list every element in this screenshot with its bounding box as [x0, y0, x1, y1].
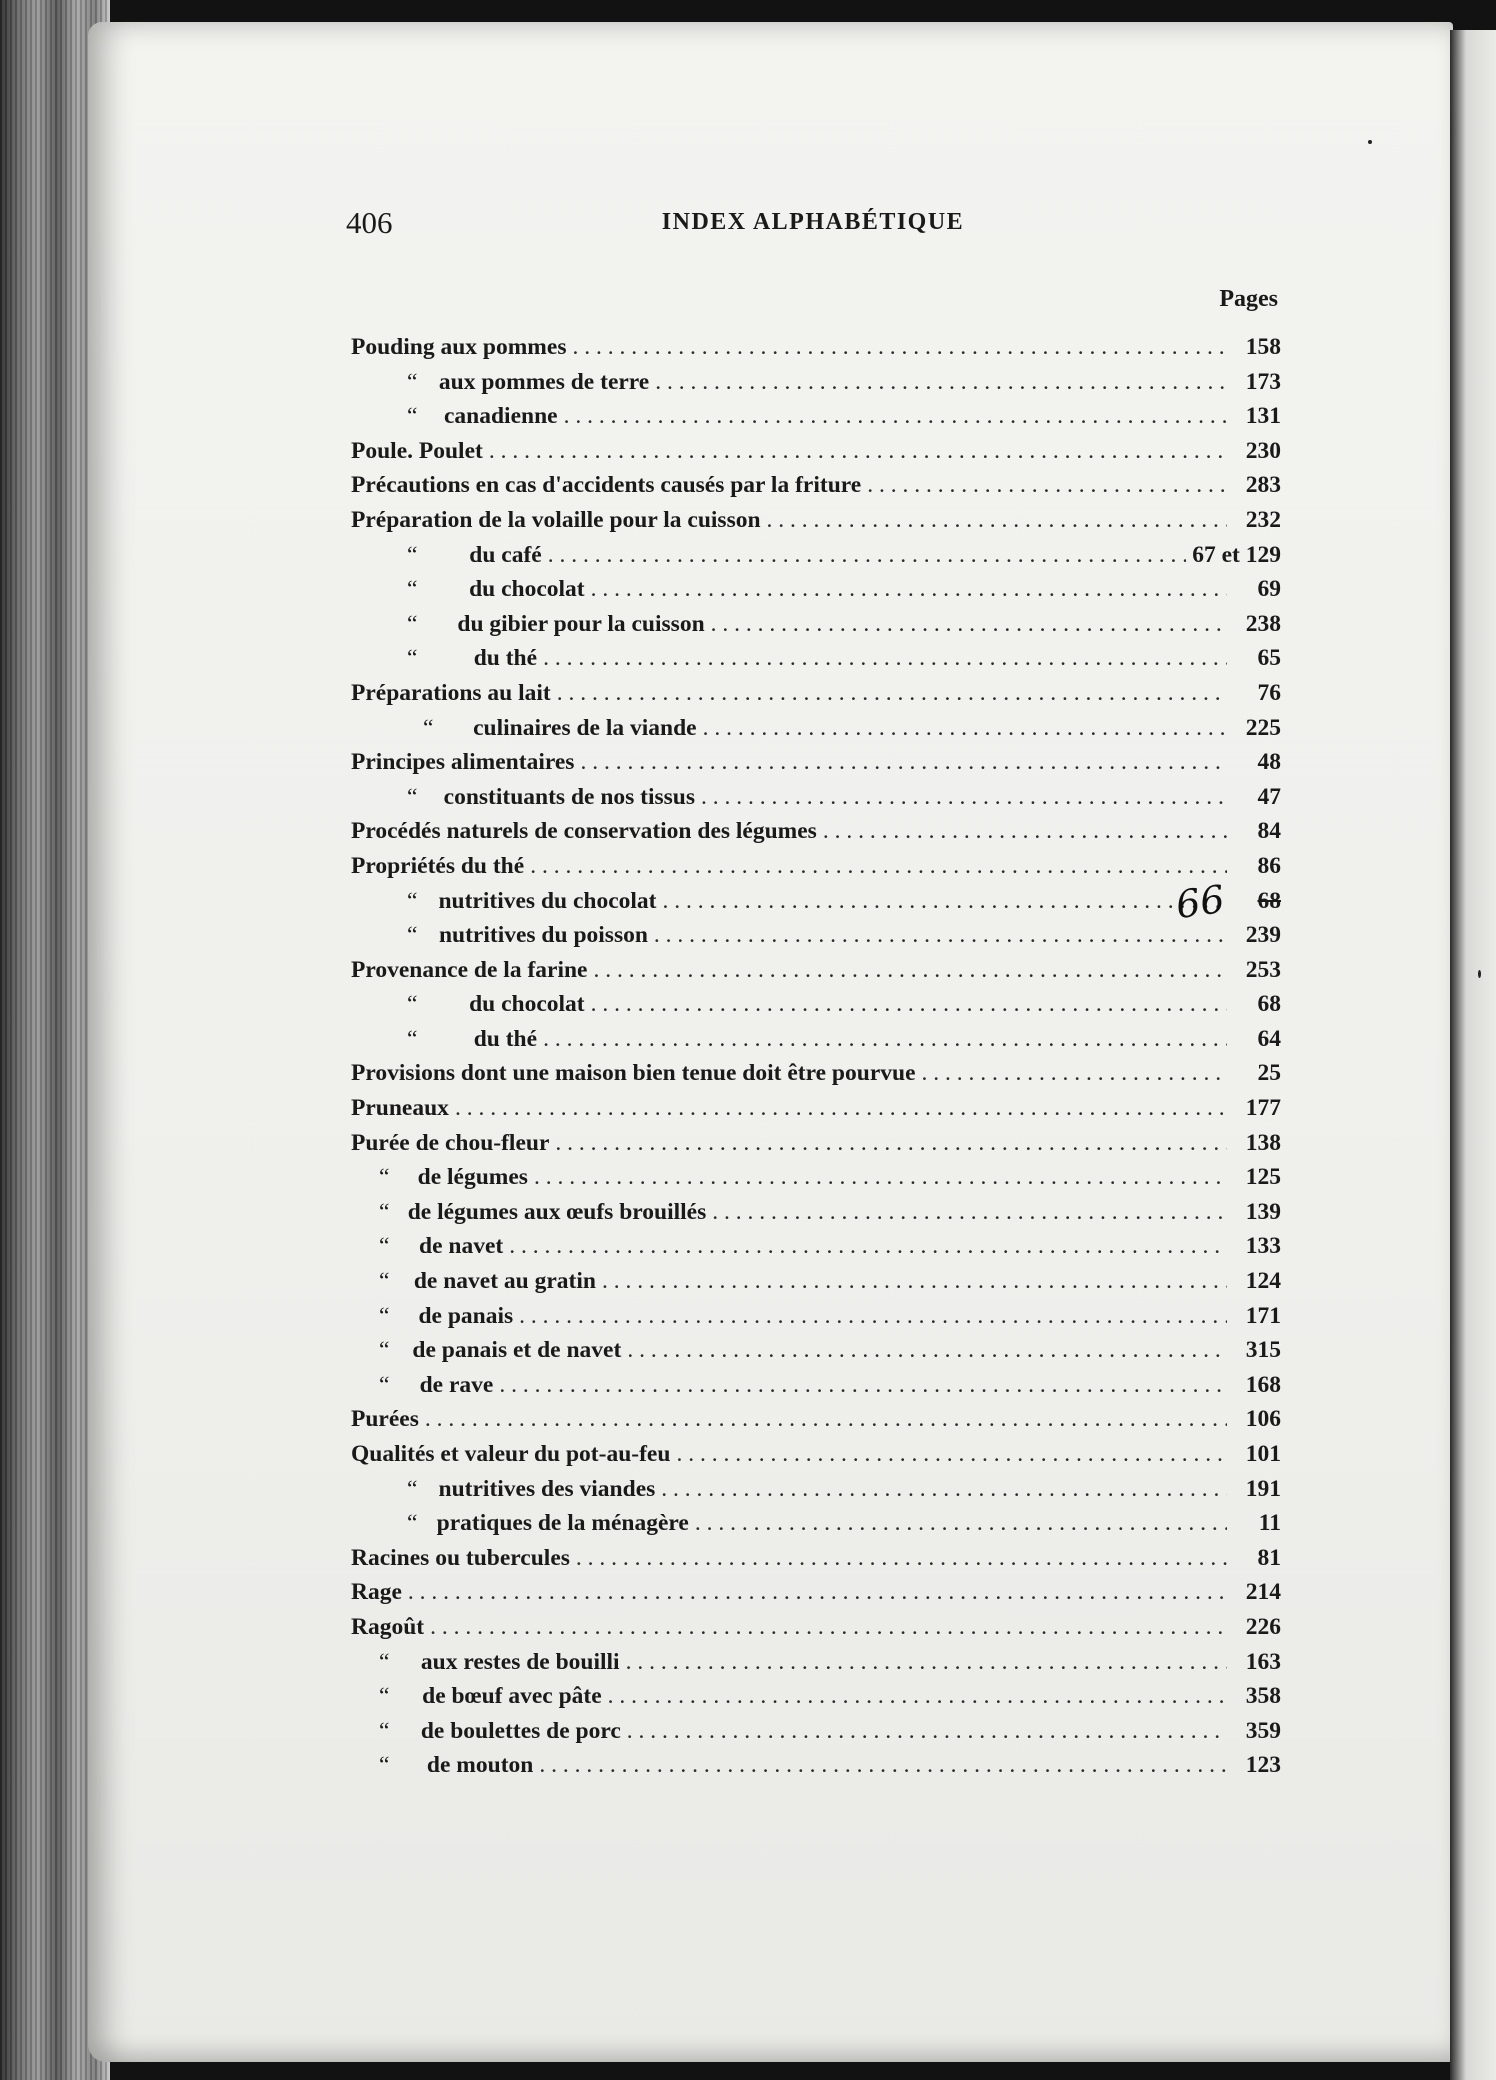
index-page-ref: 214: [1245, 1579, 1281, 1606]
ditto-mark: “: [379, 1683, 390, 1710]
dot-leader: [627, 1714, 1227, 1749]
index-term: de navet au gratin: [413, 1268, 596, 1295]
index-term: nutritives des viandes: [438, 1475, 656, 1502]
dot-leader: [576, 1541, 1227, 1576]
index-entry: [351, 607, 1281, 642]
index-term: nutritives du chocolat: [438, 887, 657, 914]
index-entry: [351, 1645, 1281, 1680]
index-page-ref: 25: [1257, 1060, 1281, 1087]
dot-leader: [548, 538, 1187, 573]
dot-leader: [823, 814, 1227, 849]
index-term: de rave: [419, 1371, 494, 1398]
dot-leader: [543, 1022, 1227, 1057]
index-page-ref: 230: [1245, 437, 1281, 464]
dot-leader: [543, 641, 1227, 676]
page-number: 406: [346, 205, 393, 240]
index-page-ref: 239: [1245, 922, 1281, 949]
index-entry: [351, 1056, 1281, 1091]
dot-leader: [602, 1264, 1227, 1299]
dot-leader: [519, 1299, 1227, 1334]
ditto-mark: “: [407, 403, 418, 430]
index-entry: [351, 1437, 1281, 1472]
ditto-mark: “: [407, 1475, 418, 1502]
index-page-ref: 359: [1245, 1717, 1281, 1744]
index-entry: [351, 1714, 1281, 1749]
index-term: du thé: [473, 645, 538, 672]
index-term: Pruneaux: [351, 1095, 449, 1122]
dot-leader: [591, 987, 1227, 1022]
index-entry: [351, 365, 1281, 400]
ditto-mark: “: [407, 922, 418, 949]
index-entry: [351, 987, 1281, 1022]
dot-leader: [922, 1056, 1228, 1091]
index-term: de panais: [418, 1302, 514, 1329]
index-term: de bœuf avec pâte: [422, 1683, 602, 1710]
index-term: nutritives du poisson: [438, 922, 648, 949]
index-term: Poule. Poulet: [351, 437, 483, 464]
index-term: aux restes de bouilli: [420, 1648, 620, 1675]
index-page-ref: 232: [1245, 506, 1281, 533]
index-page-ref: 133: [1245, 1233, 1281, 1260]
index-term: du thé: [473, 1025, 538, 1052]
ditto-mark: “: [407, 1025, 418, 1052]
index-term: de panais et de navet: [412, 1337, 622, 1364]
ditto-mark: “: [379, 1198, 390, 1225]
index-page-ref: 226: [1245, 1613, 1281, 1640]
dot-leader: [608, 1679, 1227, 1714]
paper-speck: [1368, 140, 1372, 144]
pages-column-label: Pages: [1219, 286, 1278, 312]
index-page-ref: 68: [1257, 887, 1281, 914]
ditto-mark: “: [379, 1717, 390, 1744]
ditto-mark: “: [407, 541, 418, 568]
index-page-ref: 125: [1245, 1164, 1281, 1191]
ditto-mark: “: [379, 1337, 390, 1364]
index-entry: [351, 1022, 1281, 1057]
index-entry: [351, 641, 1281, 676]
ditto-mark: “: [407, 991, 418, 1018]
index-page-ref: 67 et 129: [1192, 541, 1281, 568]
index-page-ref: 163: [1245, 1648, 1281, 1675]
index-entry: [351, 1299, 1281, 1334]
index-entry: [351, 1195, 1281, 1230]
index-page-ref: 124: [1245, 1268, 1281, 1295]
index-entry: [351, 745, 1281, 780]
index-entry: [351, 1264, 1281, 1299]
index-term: Préparation de la volaille pour la cuisson: [351, 506, 761, 533]
index-entry: [351, 330, 1281, 365]
ditto-mark: “: [407, 887, 418, 914]
dot-leader: [626, 1645, 1227, 1680]
dot-leader: [712, 1195, 1227, 1230]
dot-leader: [676, 1437, 1227, 1472]
index-term: Préparations au lait: [351, 679, 551, 706]
paper-speck: [1478, 970, 1481, 978]
dot-leader: [489, 434, 1227, 469]
index-term: Précautions en cas d'accidents causés par la friture: [351, 472, 862, 499]
index-term: Purée de chou-fleur: [351, 1129, 550, 1156]
ditto-mark: “: [379, 1752, 390, 1779]
dot-leader: [557, 676, 1227, 711]
index-term: de légumes: [417, 1164, 528, 1191]
ditto-mark: “: [407, 610, 418, 637]
index-page-ref: 86: [1257, 852, 1281, 879]
index-entry: [351, 1333, 1281, 1368]
index-entry: [351, 1472, 1281, 1507]
ditto-mark: “: [379, 1371, 390, 1398]
index-page-ref: 131: [1245, 403, 1281, 430]
index-page-ref: 138: [1245, 1129, 1281, 1156]
index-page-ref: 158: [1245, 334, 1281, 360]
index-term: Principes alimentaires: [351, 749, 575, 776]
index-entry: [351, 1541, 1281, 1576]
dot-leader: [580, 745, 1227, 780]
index-entry: [351, 814, 1281, 849]
index-entry: [351, 1506, 1281, 1541]
dot-leader: [655, 365, 1227, 400]
index-term: aux pommes de terre: [438, 368, 650, 395]
index-term: Provisions dont une maison bien tenue doit être pourvue: [351, 1060, 916, 1087]
index-page-ref: 139: [1245, 1198, 1281, 1225]
index-page-ref: 76: [1257, 679, 1281, 706]
ditto-mark: “: [379, 1648, 390, 1675]
dot-leader: [661, 1472, 1227, 1507]
index-term: pratiques de la ménagère: [436, 1510, 689, 1537]
ditto-mark: “: [379, 1164, 390, 1191]
dot-leader: [703, 711, 1227, 746]
ditto-mark: “: [423, 714, 434, 741]
index-entry: [351, 849, 1281, 884]
index-term: du chocolat: [469, 991, 585, 1018]
index-page-ref: 11: [1258, 1510, 1281, 1537]
dot-leader: [455, 1091, 1227, 1126]
index-entry: [351, 711, 1281, 746]
dot-leader: [509, 1229, 1227, 1264]
index-page-ref: 358: [1245, 1683, 1281, 1710]
index-entry: [351, 1748, 1281, 1783]
index-term: Pouding aux pommes: [351, 334, 567, 360]
index-term: du chocolat: [469, 576, 585, 603]
index-entry: [351, 1402, 1281, 1437]
ditto-mark: “: [407, 783, 418, 810]
index-page-ref: 64: [1257, 1025, 1281, 1052]
running-title: INDEX ALPHABÉTIQUE: [661, 209, 965, 235]
index-page-ref: 68: [1257, 991, 1281, 1018]
index-entry: [351, 1368, 1281, 1403]
dot-leader: [555, 1126, 1227, 1161]
dot-leader: [701, 780, 1227, 815]
dot-leader: [425, 1402, 1227, 1437]
index-entry: [351, 1610, 1281, 1645]
index-page-ref: 283: [1245, 472, 1281, 499]
index-page-ref: 173: [1245, 368, 1281, 395]
index-page-ref: 123: [1245, 1752, 1281, 1779]
index-entry: [351, 780, 1281, 815]
ditto-mark: “: [407, 368, 418, 395]
dot-leader: [711, 607, 1227, 642]
index-entry: [351, 468, 1281, 503]
index-page-ref: 65: [1257, 645, 1281, 672]
index-term: Racines ou tubercules: [351, 1544, 570, 1571]
index-list: [351, 330, 1281, 1783]
index-page-ref: 101: [1245, 1441, 1281, 1467]
index-entry: [351, 1126, 1281, 1161]
ditto-mark: “: [407, 645, 418, 672]
index-term: Provenance de la farine: [351, 956, 588, 983]
dot-leader: [408, 1575, 1227, 1610]
index-entry: [351, 434, 1281, 469]
ditto-mark: “: [407, 576, 418, 603]
ditto-mark: “: [379, 1233, 390, 1260]
index-entry: [351, 1091, 1281, 1126]
index-page-ref: 81: [1257, 1544, 1281, 1571]
index-page-ref: 238: [1245, 610, 1281, 637]
index-entry: [351, 538, 1281, 573]
ditto-mark: “: [379, 1268, 390, 1295]
index-entry: [351, 1679, 1281, 1714]
index-term: constituants de nos tissus: [443, 783, 696, 810]
dot-leader: [767, 503, 1227, 538]
ditto-mark: “: [407, 1510, 418, 1537]
index-page-ref: 48: [1257, 749, 1281, 776]
dot-leader: [593, 953, 1227, 988]
index-entry: [351, 1160, 1281, 1195]
index-page-ref: 69: [1257, 576, 1281, 603]
dot-leader: [430, 1610, 1227, 1645]
index-page-ref: 225: [1245, 714, 1281, 741]
page-header: [346, 205, 1280, 245]
index-term: du gibier pour la cuisson: [457, 610, 705, 637]
index-page-ref: 177: [1245, 1095, 1281, 1122]
index-term: Purées: [351, 1406, 419, 1433]
index-entry: [351, 884, 1281, 919]
dot-leader: [499, 1368, 1227, 1403]
index-entry: [351, 676, 1281, 711]
index-entry: [351, 1229, 1281, 1264]
index-term: de boulettes de porc: [420, 1717, 621, 1744]
index-entry: [351, 918, 1281, 953]
dot-leader: [627, 1333, 1227, 1368]
dot-leader: [564, 399, 1227, 434]
index-term: de légumes aux œufs brouillés: [407, 1198, 707, 1225]
dot-leader: [654, 918, 1227, 953]
ditto-mark: “: [379, 1302, 390, 1329]
index-term: Rage: [351, 1579, 402, 1606]
index-page-ref: 106: [1245, 1406, 1281, 1433]
index-term: du café: [469, 541, 542, 568]
index-page-ref: 84: [1257, 818, 1281, 845]
index-entry: [351, 503, 1281, 538]
index-page-ref: 191: [1245, 1475, 1281, 1502]
index-page-ref: 47: [1257, 783, 1281, 810]
index-entry: [351, 953, 1281, 988]
index-term: de navet: [419, 1233, 504, 1260]
index-term: de mouton: [426, 1752, 534, 1779]
index-term: Procédés naturels de conservation des légumes: [351, 818, 817, 845]
index-page-ref: 171: [1245, 1302, 1281, 1329]
index-entry: [351, 572, 1281, 607]
dot-leader: [539, 1748, 1227, 1783]
index-page-ref: 253: [1245, 956, 1281, 983]
dot-leader: [572, 330, 1227, 365]
index-term: culinaires de la viande: [473, 714, 697, 741]
dot-leader: [530, 849, 1227, 884]
index-term: canadienne: [443, 403, 558, 430]
index-entry: [351, 1575, 1281, 1610]
index-term: Qualités et valeur du pot-au-feu: [351, 1441, 671, 1467]
next-page-edge: [1450, 30, 1496, 2080]
index-page-ref: 168: [1245, 1371, 1281, 1398]
index-entry: [351, 399, 1281, 434]
dot-leader: [534, 1160, 1227, 1195]
handwritten-correction: 66: [1173, 876, 1228, 928]
index-page-ref: 315: [1245, 1337, 1281, 1364]
index-term: Ragoût: [351, 1613, 425, 1640]
dot-leader: [695, 1506, 1227, 1541]
dot-leader: [867, 468, 1227, 503]
dot-leader: [591, 572, 1227, 607]
index-term: Propriétés du thé: [351, 852, 525, 879]
dot-leader: [663, 884, 1228, 919]
